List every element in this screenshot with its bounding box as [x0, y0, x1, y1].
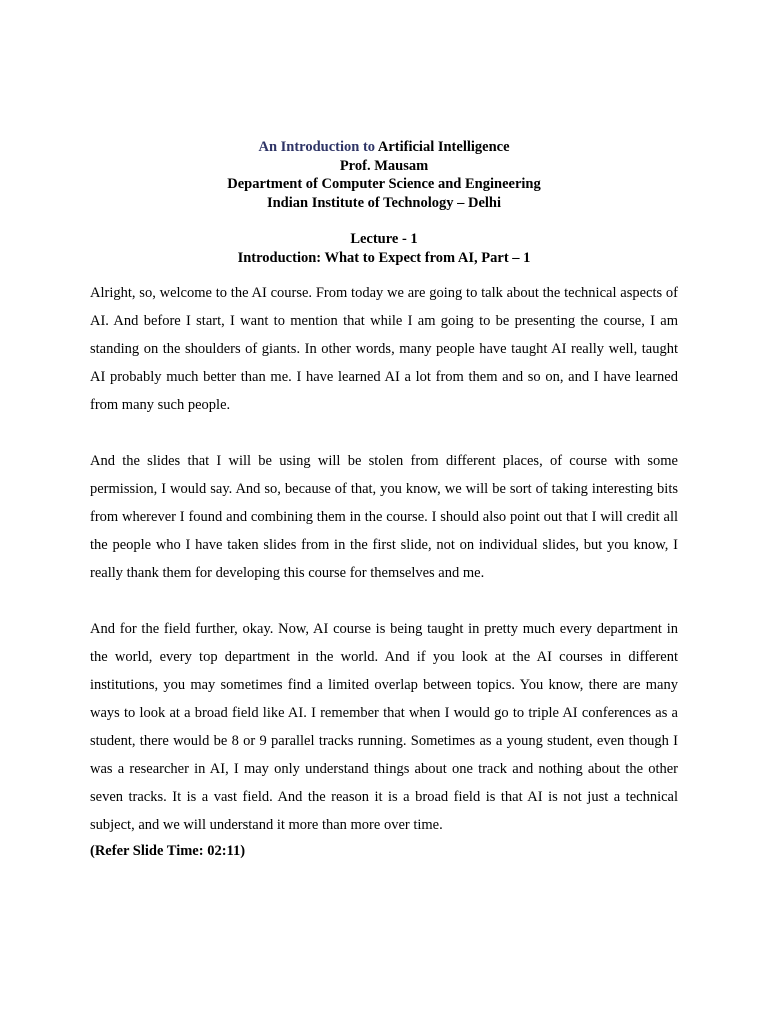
- course-title: [90, 138, 678, 157]
- document-header: [90, 138, 678, 212]
- paragraph-1: Alright, so, welcome to the AI course. From today we are going to talk about the technical aspects of AI. And before I start, I want to mention that while I am going to be presenting the course, I am standing on the shoulders of giants. In other words, many people have taught AI really well, taught AI probably much better than me. I have learned AI a lot from them and so on, and I have learned from many such people.: [90, 285, 678, 413]
- lecture-number: Lecture - 1: [350, 231, 418, 247]
- lecture-heading: [90, 230, 678, 267]
- document-page: [90, 138, 678, 865]
- course-title-prefix: An Introduction to: [258, 139, 378, 155]
- paragraph-3: And for the field further, okay. Now, AI course is being taught in pretty much every department in the world, every top department in the world. And if you look at the AI courses in different institutions, you may sometimes find a limited overlap between topics. You know, there are many ways to look at a broad field like AI. I remember that when I would go to triple AI conferences as a student, there would be 8 or 9 parallel tracks running. Sometimes as a young student, even though I was a researcher in AI, I may only understand things about one track and nothing about the other seven tracks. It is a vast field. And the reason it is a broad field is that AI is not just a technical subject, and we will understand it more than more over time.: [90, 621, 678, 833]
- lecture-topic: Introduction: What to Expect from AI, Part – 1: [237, 249, 531, 266]
- paragraph-2: And the slides that I will be using will be stolen from different places, of course with some permission, I would say. And so, because of that, you know, we will be sort of taking interesting bits from wherever I found and combining them in the course. I should also point out that I will credit all the people who I have taken slides from in the first slide, not on individual slides, but you know, I really thank them for developing this course for themselves and me.: [90, 453, 678, 581]
- course-title-main: Artificial Intelligence: [377, 139, 510, 155]
- professor-name: Prof. Mausam: [339, 157, 429, 174]
- slide-time-reference: (Refer Slide Time: 02:11): [90, 843, 246, 859]
- institute-name: Indian Institute of Technology – Delhi: [266, 194, 502, 211]
- department-name: Department of Computer Science and Engineering: [227, 176, 541, 192]
